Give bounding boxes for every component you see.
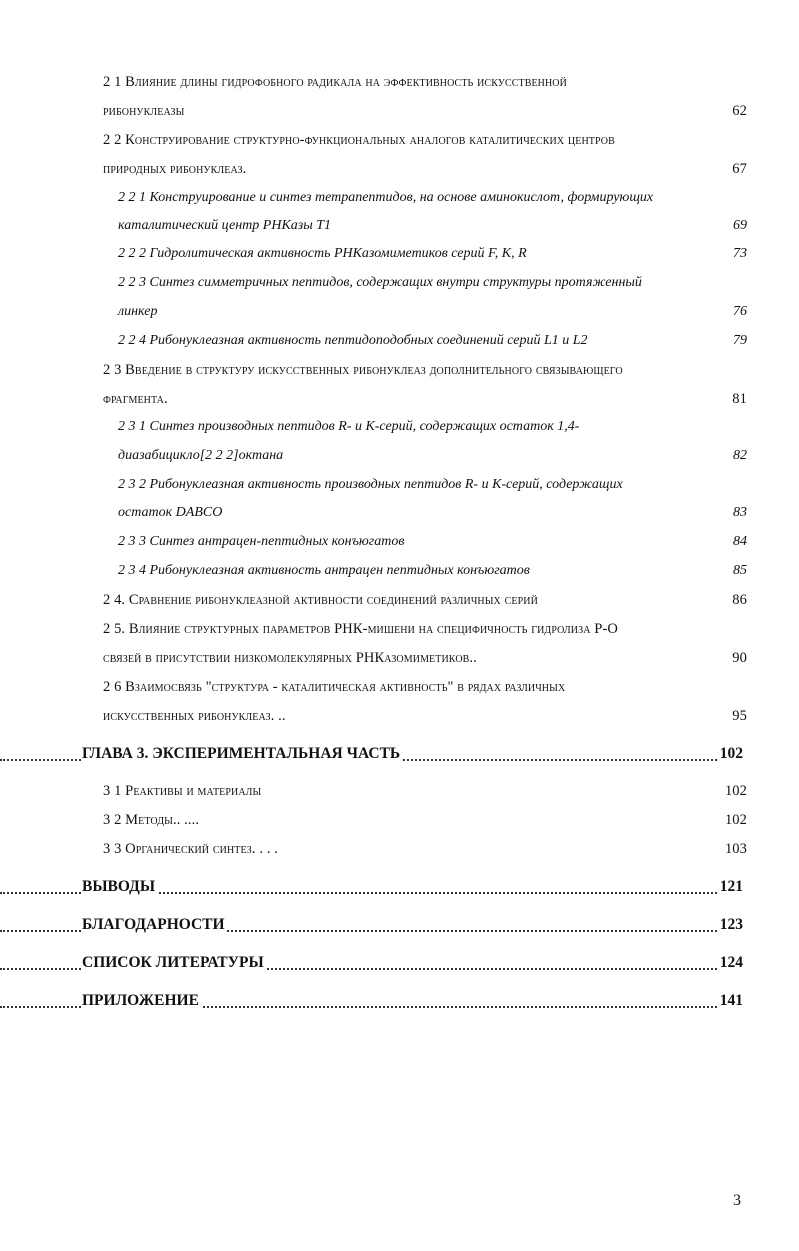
toc-entry-text: диазабицикло[2 2 2]октана (118, 448, 284, 463)
toc-page-number: 76 (733, 304, 747, 319)
page-number: 3 (733, 1192, 741, 1209)
toc-entry-2-5 (0, 616, 799, 642)
toc-entry-text: 2 6 Взаимосвязь "структура - каталитическая активность" в рядах различных (103, 678, 566, 695)
toc-page-number: 79 (733, 333, 747, 348)
toc-entry-2-5-cont (0, 645, 799, 671)
toc-entry-text: линкер (118, 304, 158, 319)
toc-entry-text: 2 3 4 Рибонуклеазная активность антрацен пептидных конъюгатов (118, 563, 530, 578)
toc-entry-text: искусственных рибонуклеаз. .. (103, 707, 286, 724)
toc-entry-2-2-3 (0, 270, 799, 296)
toc-page-number: 102 (724, 782, 747, 799)
toc-entry-text: 2 3 Введение в структуру искусственных рибонуклеаз дополнительного связывающего (103, 361, 623, 378)
toc-entry-3-2 (0, 807, 799, 833)
toc-page-number: 95 (732, 707, 747, 724)
toc-entry-text: природных рибонуклеаз. (103, 160, 247, 177)
toc-page-number: 85 (733, 563, 747, 578)
toc-entry-text: рибонуклеазы (103, 102, 185, 119)
toc-entry-text: 3 1 Реактивы и материалы (103, 782, 262, 799)
toc-entry-text: 2 4. Сравнение рибонуклеазной активности соединений различных серий (103, 591, 538, 608)
toc-page-number: 83 (733, 505, 747, 520)
toc-entry-2-2-1-cont (0, 213, 799, 239)
toc-entry-2-1-cont (0, 98, 799, 124)
toc-entry-2-3-2-cont (0, 500, 799, 526)
toc-references (0, 950, 799, 976)
toc-entry-text: остаток DABCO (118, 505, 223, 520)
toc-entry-2-3-1-cont (0, 443, 799, 469)
toc-entry-text: 2 2 Конструирование структурно-функциональных аналогов каталитических центров (103, 131, 615, 148)
toc-entry-text: 2 1 Влияние длины гидрофобного радикала на эффективность искусственной (103, 73, 567, 90)
toc-entry-2-4 (0, 587, 799, 613)
toc-entry-2-3-cont (0, 386, 799, 412)
toc-entry-3-1 (0, 778, 799, 804)
toc-entry-2-1 (0, 69, 799, 95)
toc-entry-text: 2 3 2 Рибонуклеазная активность производных пептидов R- и К-серий, содержащих (118, 477, 623, 492)
toc-entry-text: 2 3 3 Синтез антрацен-пептидных конъюгатов (118, 534, 405, 549)
toc-entry-2-2-3-cont (0, 299, 799, 325)
toc-page-number: 69 (733, 218, 747, 233)
toc-page-number: 84 (733, 534, 747, 549)
toc-entry-2-3 (0, 357, 799, 383)
toc-chapter-3 (0, 741, 799, 767)
toc-entry-2-2 (0, 127, 799, 153)
toc-entry-2-2-cont (0, 156, 799, 182)
toc-entry-2-2-1 (0, 185, 799, 211)
toc-entry-text: 2 3 1 Синтез производных пептидов R- и К-серий, содержащих остаток 1,4- (118, 419, 580, 434)
toc-page-number: 62 (732, 102, 747, 119)
toc-chapter-title: БЛАГОДАРНОСТИ (82, 916, 225, 933)
toc-entry-2-6 (0, 674, 799, 700)
toc-entry-text: 2 2 1 Конструирование и синтез тетрапептидов, на основе аминокислот, формирующих (118, 190, 654, 205)
toc-entry-2-2-2 (0, 241, 799, 267)
toc-entry-text: 2 2 2 Гидролитическая активность РНКазомиметиков серий F, K, R (118, 246, 527, 261)
toc-entry-text: 2 2 3 Синтез симметричных пептидов, содержащих внутри структуры протяженный (118, 275, 642, 290)
toc-page-number: 102 (724, 811, 747, 828)
toc-page-number: 73 (733, 246, 747, 261)
toc-page-number: 86 (732, 591, 747, 608)
toc-page-number: 124 (719, 954, 743, 971)
toc-chapter-title: ГЛАВА 3. ЭКСПЕРИМЕНТАЛЬНАЯ ЧАСТЬ (82, 745, 401, 762)
toc-entry-2-3-1 (0, 414, 799, 440)
toc-entry-text: фрагмента. (103, 390, 168, 407)
toc-page-number: 90 (732, 649, 747, 666)
toc-entry-2-2-4 (0, 328, 799, 354)
toc-appendix (0, 988, 799, 1014)
toc-page-number: 102 (719, 745, 743, 762)
toc-entry-2-3-2 (0, 472, 799, 498)
toc-chapter-title: СПИСОК ЛИТЕРАТУРЫ (82, 954, 264, 971)
toc-page-number: 121 (719, 878, 743, 895)
toc-page-number: 103 (724, 840, 747, 857)
toc-entry-text: 2 5. Влияние структурных параметров РНК-мишени на специфичность гидролиза Р-О (103, 620, 618, 637)
toc-entry-3-3 (0, 836, 799, 862)
toc-page-number: 67 (732, 160, 747, 177)
toc-entry-text: каталитический центр РНКазы Т1 (118, 218, 331, 233)
toc-page-number: 81 (732, 390, 747, 407)
toc-page-number: 141 (719, 992, 743, 1009)
toc-entry-text: связей в присутствии низкомолекулярных РНКазомиметиков.. (103, 649, 477, 666)
toc-entry-text: 2 2 4 Рибонуклеазная активность пептидоподобных соединений серий L1 и L2 (118, 333, 588, 348)
toc-entry-2-3-3 (0, 529, 799, 555)
toc-page-number: 123 (719, 916, 743, 933)
toc-chapter-title: ПРИЛОЖЕНИЕ (82, 992, 199, 1009)
toc-entry-2-3-4 (0, 558, 799, 584)
toc-entry-text: 3 2 Методы.. .... (103, 811, 200, 828)
toc-entry-text: 3 3 Органический синтез. . . . (103, 840, 278, 857)
toc-page-number: 82 (733, 448, 747, 463)
toc-acknowledgements (0, 912, 799, 938)
toc-chapter-title: ВЫВОДЫ (82, 878, 156, 895)
toc-entry-2-6-cont (0, 703, 799, 729)
toc-conclusions (0, 874, 799, 900)
